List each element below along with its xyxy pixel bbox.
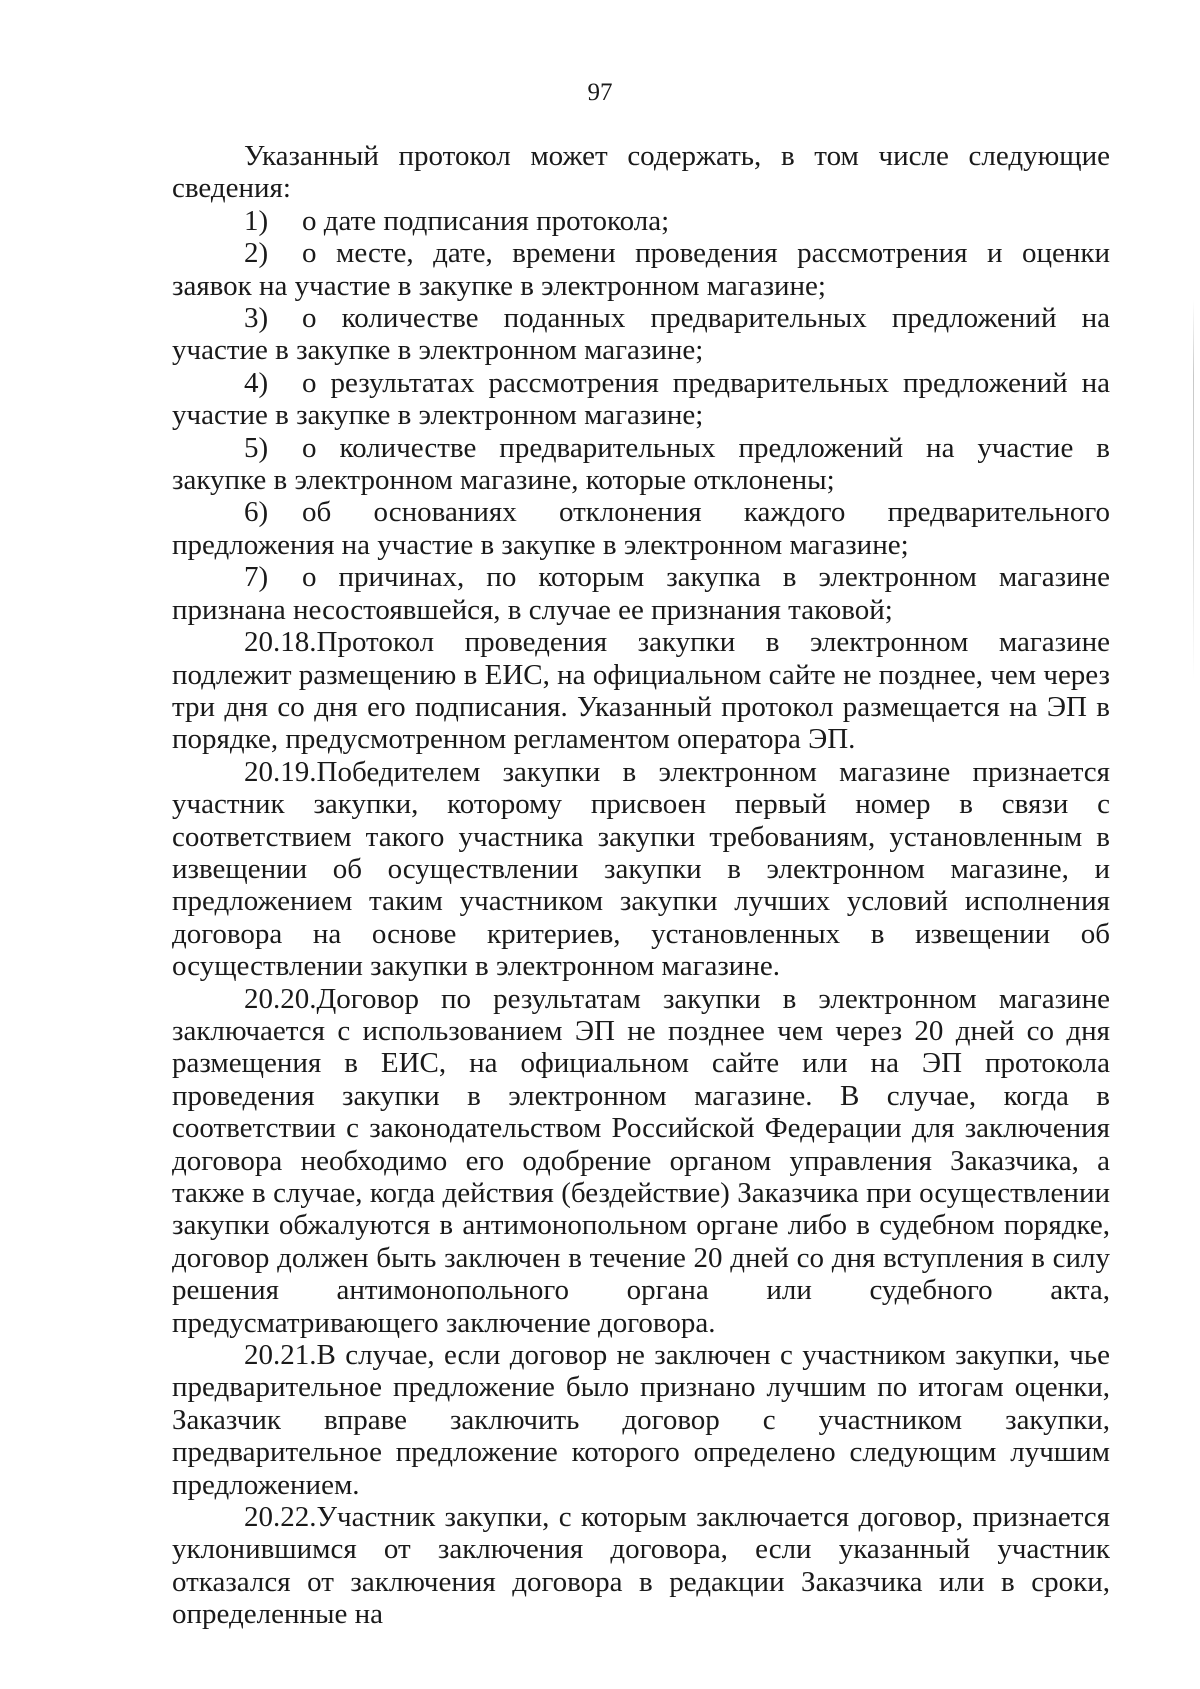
list-item-text: о количестве поданных предварительных предложений на участие в закупке в электронном магазине; xyxy=(172,302,1110,367)
clause-paragraph xyxy=(172,756,1110,983)
list-item xyxy=(172,237,1110,302)
intro-paragraph: Указанный протокол может содержать, в том числе следующие сведения: xyxy=(172,140,1110,205)
clause-number: 20.18. xyxy=(244,626,317,659)
clause-text: Участник закупки, с которым заключается договор, признается уклонившимся от заключения договора, если указанный участник отказался от заключения договора в редакции Заказчика или в сроки, определенные на xyxy=(172,1501,1110,1631)
page-number: 97 xyxy=(587,79,613,106)
list-item xyxy=(172,561,1110,626)
clause-number: 20.22. xyxy=(244,1501,317,1534)
list-item xyxy=(172,496,1110,561)
clause-paragraph xyxy=(172,626,1110,756)
list-item-number: 4) xyxy=(244,366,269,399)
list-item-text: о причинах, по которым закупка в электронном магазине признана несостоявшейся, в случае ее признания таковой; xyxy=(172,561,1110,626)
list-item-number: 1) xyxy=(244,204,269,237)
list-item-number: 2) xyxy=(244,237,269,270)
list-item xyxy=(172,302,1110,367)
clause-number: 20.19. xyxy=(244,755,317,788)
clause-paragraph xyxy=(172,983,1110,1339)
clause-text: Протокол проведения закупки в электронном магазине подлежит размещению в ЕИС, на официальном сайте не позднее, чем через три дня со дня его подписания. Указанный протокол размещается на ЭП в порядке, предусмотренном регламентом оператора ЭП. xyxy=(172,626,1110,756)
list-item xyxy=(172,367,1110,432)
list-item-text: о месте, дате, времени проведения рассмотрения и оценки заявок на участие в закупке в электронном магазине; xyxy=(172,237,1110,302)
clause-text: В случае, если договор не заключен с участником закупки, чье предварительное предложение было признано лучшим по итогам оценки, Заказчик вправе заключить договор с участником закупки, предварительное предложение которого определено следующим лучшим предложением. xyxy=(172,1339,1110,1501)
clause-paragraph xyxy=(172,1339,1110,1501)
list-item-text: о результатах рассмотрения предварительных предложений на участие в закупке в электронном магазине; xyxy=(172,366,1110,432)
list-item-number: 7) xyxy=(244,561,269,594)
list-item-text: о количестве предварительных предложений на участие в закупке в электронном магазине, которые отклонены; xyxy=(172,431,1110,497)
list-item-text: об основаниях отклонения каждого предварительного предложения на участие в закупке в электронном магазине; xyxy=(172,496,1110,561)
list-item-number: 6) xyxy=(244,496,269,529)
list-item-text: о дате подписания протокола; xyxy=(302,204,670,237)
list-item xyxy=(172,205,1110,237)
scan-edge-line xyxy=(1193,300,1194,680)
list-item-number: 5) xyxy=(244,431,269,464)
list-item xyxy=(172,432,1110,497)
clause-text: Победителем закупки в электронном магазине признается участник закупки, которому присвоен первый номер в связи с соответствием такого участника закупки требованиям, установленным в извещении об осуществлении закупки в электронном магазине, и предложением таким участником закупки лучших условий исполнения договора на основе критериев, установленных в извещении об осуществлении закупки в электронном магазине. xyxy=(172,755,1110,983)
list-item-number: 3) xyxy=(244,302,269,335)
clause-paragraph xyxy=(172,1501,1110,1631)
document-body xyxy=(172,140,1110,1631)
clause-text: Договор по результатам закупки в электронном магазине заключается с использованием ЭП не позднее чем через 20 дней со дня размещения в ЕИС, на официальном сайте или на ЭП протокола проведения закупки в электронном магазине. В случае, когда в соответствии с законодательством Российской Федерации для заключения договора необходимо его одобрение органом управления Заказчика, а также в случае, когда действия (бездействие) Заказчика при осуществлении закупки обжалуются в антимонопольном органе либо в судебном порядке, договор должен быть заключен в течение 20 дней со дня вступления в силу решения антимонопольного органа или судебного акта, предусматривающего заключение договора. xyxy=(172,982,1110,1339)
clause-number: 20.20. xyxy=(244,982,317,1015)
clause-number: 20.21. xyxy=(244,1339,317,1372)
